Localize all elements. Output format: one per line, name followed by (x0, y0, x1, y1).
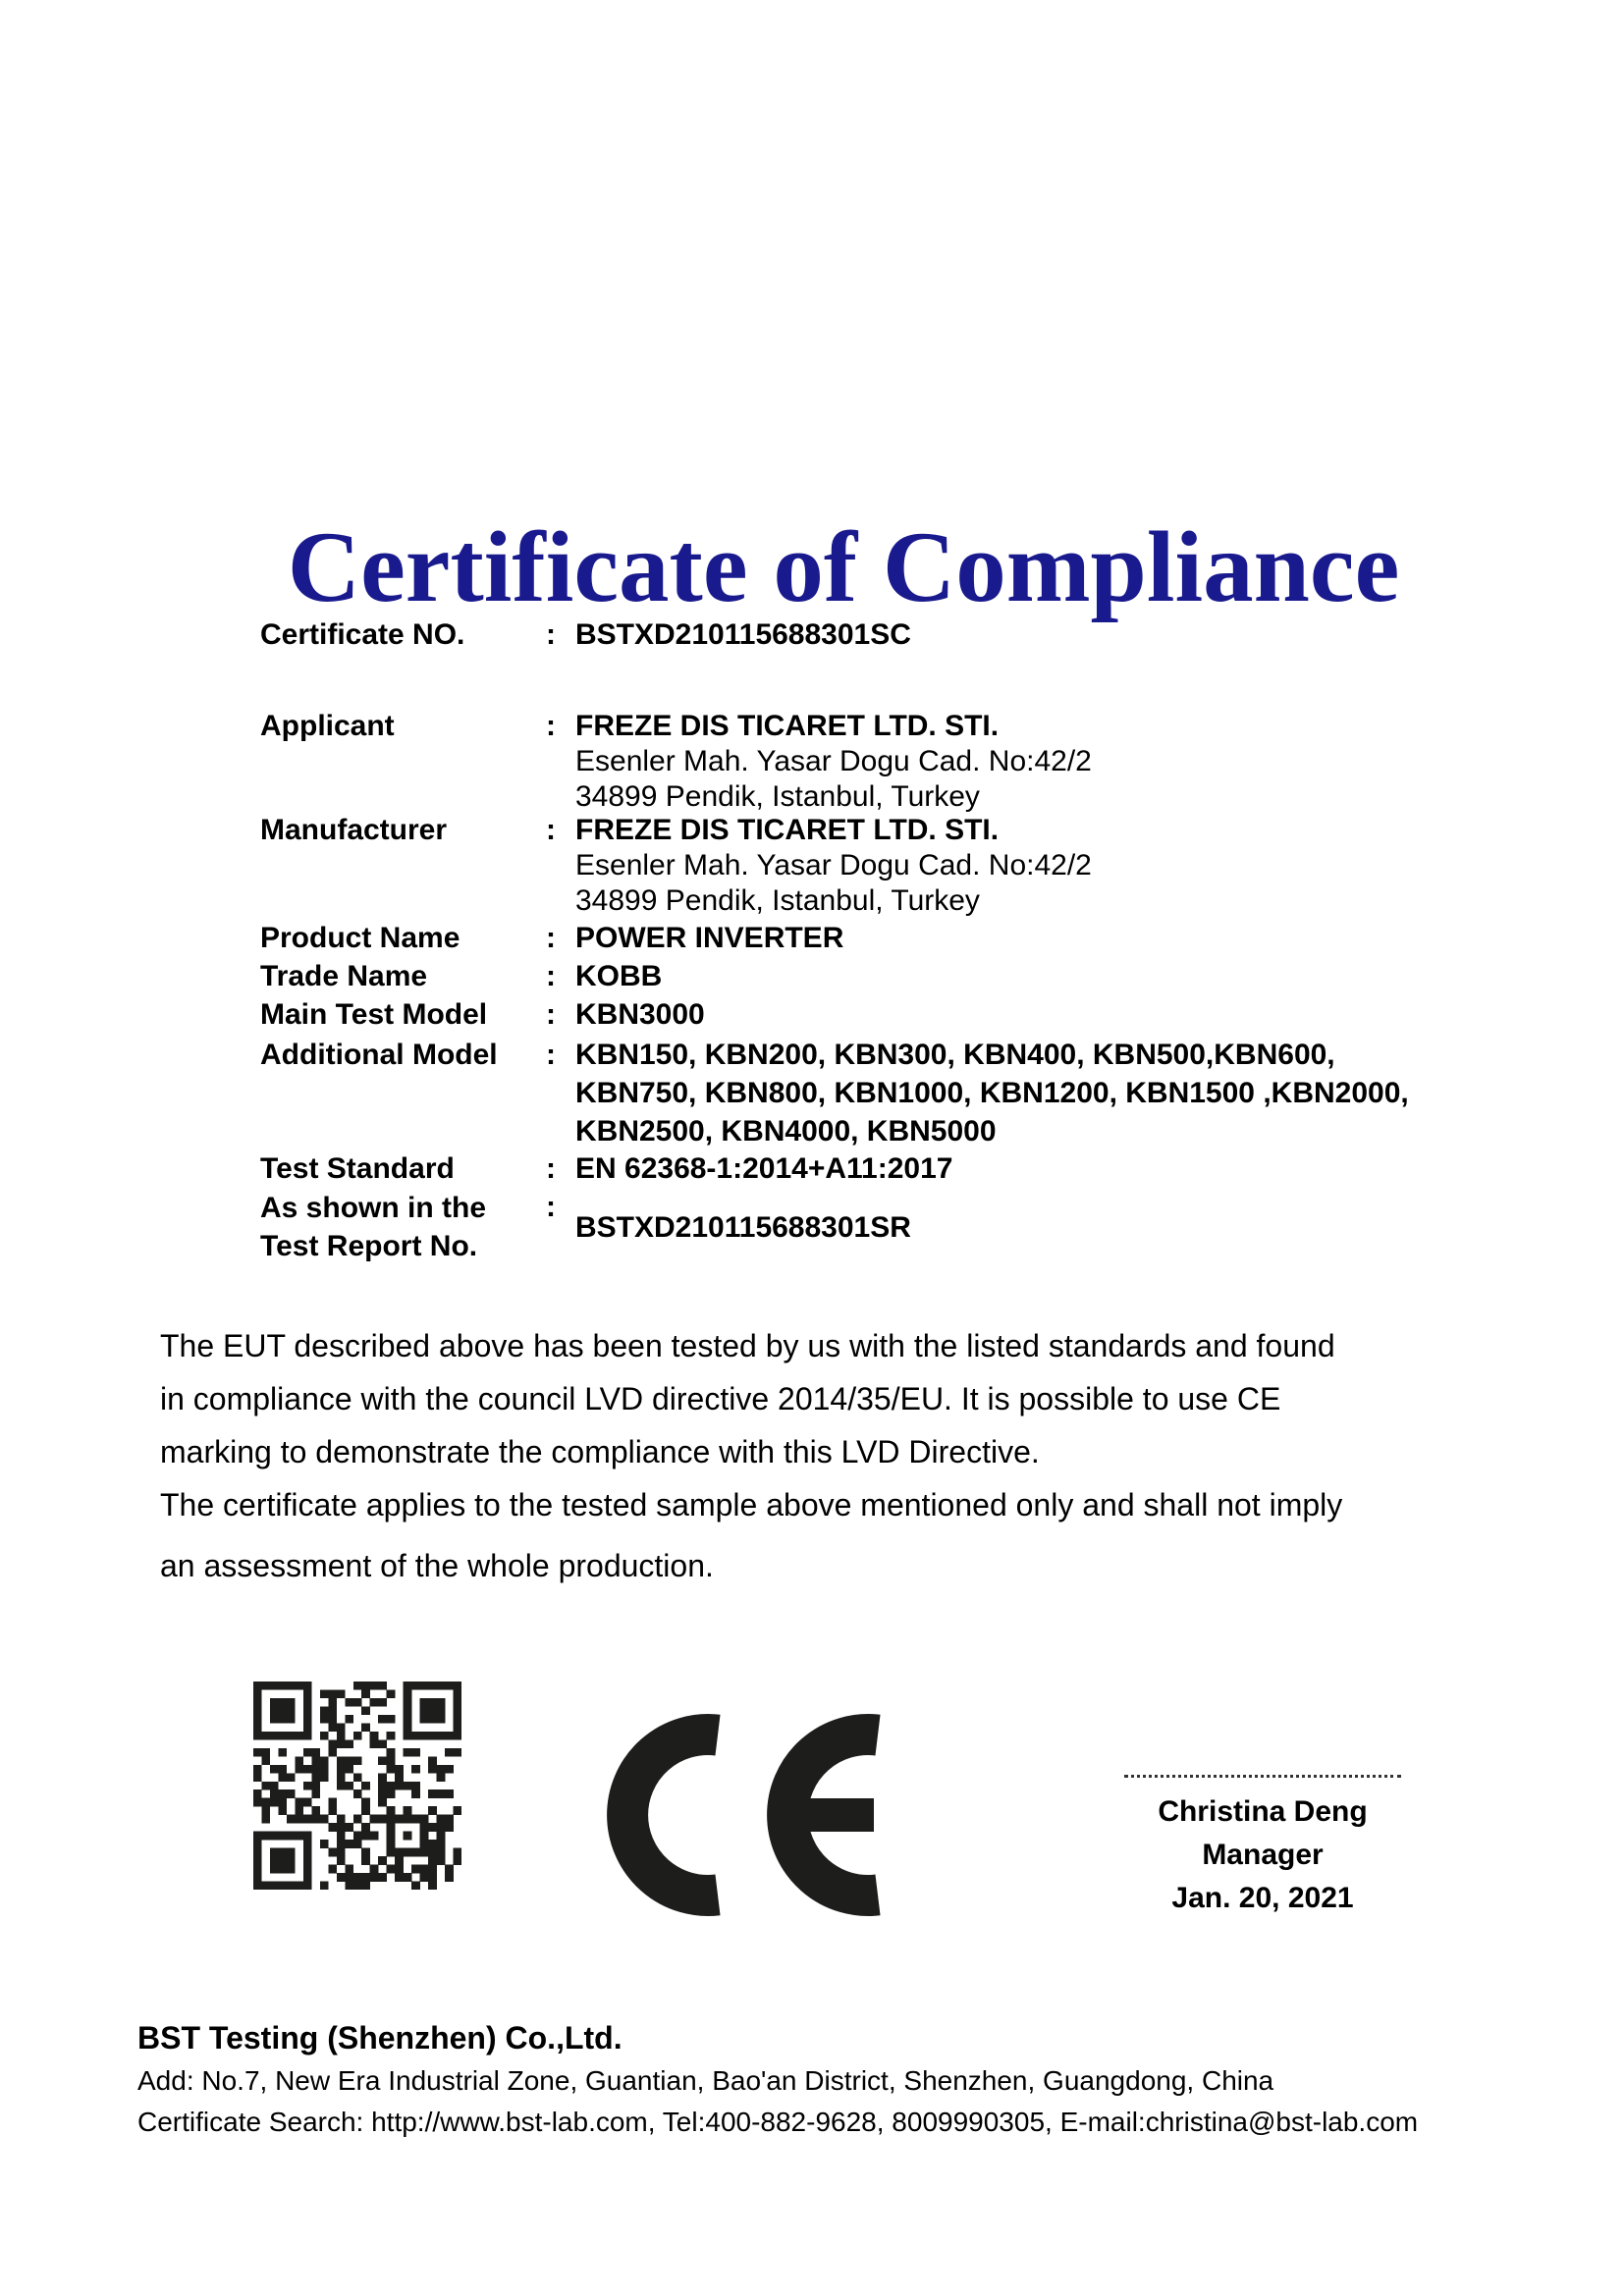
info-row-applicant (260, 709, 1092, 815)
manufacturer-address-line: Esenler Mah. Yasar Dogu Cad. No:42/2 (575, 849, 1092, 881)
colon-separator: : (546, 1152, 556, 1185)
issuer-company-name: BST Testing (Shenzhen) Co.,Ltd. (137, 2020, 623, 2056)
info-row-test-standard (260, 1150, 952, 1187)
statement-line: The EUT described above has been tested by us with the listed standards and found (160, 1328, 1335, 1363)
applicant-name: FREZE DIS TICARET LTD. STI. (575, 710, 1000, 742)
info-row-additional-model (260, 1036, 1409, 1150)
colon-separator: : (546, 998, 556, 1031)
issuer-address: Add: No.7, New Era Industrial Zone, Guantian, Bao'an District, Shenzhen, Guangdong, China (137, 2065, 1274, 2096)
applicant-address-line: Esenler Mah. Yasar Dogu Cad. No:42/2 (575, 745, 1092, 777)
statement-line: an assessment of the whole production. (160, 1548, 714, 1583)
test-report-label-line: Test Report No. (260, 1230, 478, 1262)
signature-block (1115, 1775, 1410, 1920)
test-standard-label: Test Standard (260, 1152, 455, 1185)
manufacturer-name: FREZE DIS TICARET LTD. STI. (575, 814, 1000, 846)
info-row-manufacturer (260, 813, 1092, 919)
info-row-trade-name (260, 958, 662, 994)
statement-line: The certificate applies to the tested sample above mentioned only and shall not imply (160, 1487, 1343, 1522)
compliance-statement (160, 1319, 1488, 1592)
test-report-value: BSTXD210115688301SR (575, 1211, 911, 1244)
product-name-label: Product Name (260, 922, 460, 954)
statement-line: in compliance with the council LVD directive 2014/35/EU. It is possible to use CE (160, 1381, 1281, 1416)
colon-separator: : (546, 710, 556, 742)
info-row-main-test-model (260, 996, 705, 1033)
test-report-label (260, 1189, 546, 1265)
certificate-no-label: Certificate NO. (260, 618, 465, 651)
colon-separator: : (546, 1039, 556, 1071)
ce-mark-icon (589, 1669, 923, 1963)
additional-model-value-block (575, 1036, 1409, 1150)
colon-separator: : (546, 618, 556, 651)
page-title: Certificate of Compliance (287, 511, 1400, 623)
info-row-certificate-no (260, 616, 911, 653)
applicant-label: Applicant (260, 710, 395, 742)
test-report-label-line: As shown in the (260, 1192, 487, 1224)
product-name-value: POWER INVERTER (575, 922, 844, 954)
colon-separator: : (546, 960, 556, 992)
qr-code-icon (253, 1682, 461, 1890)
colon-separator: : (546, 1191, 556, 1223)
additional-model-line: KBN2500, KBN4000, KBN5000 (575, 1115, 997, 1148)
trade-name-value: KOBB (575, 960, 663, 992)
applicant-value-block (575, 709, 1092, 815)
applicant-address-line: 34899 Pendik, Istanbul, Turkey (575, 780, 980, 813)
certificate-search-info: Certificate Search: http://www.bst-lab.com, Tel:400-882-9628, 8009990305, E-mail:christina@bst-lab.com (137, 2107, 1419, 2137)
main-test-model-label: Main Test Model (260, 998, 488, 1031)
signature-dotted-line (1124, 1775, 1401, 1778)
signatory-role: Manager (1202, 1839, 1324, 1871)
additional-model-line: KBN750, KBN800, KBN1000, KBN1200, KBN1500 ,KBN2000, (575, 1077, 1409, 1109)
test-standard-value: EN 62368-1:2014+A11:2017 (575, 1152, 953, 1185)
manufacturer-label: Manufacturer (260, 814, 448, 846)
signatory-name: Christina Deng (1158, 1795, 1368, 1828)
additional-model-line: KBN150, KBN200, KBN300, KBN400, KBN500,KBN600, (575, 1039, 1335, 1071)
info-row-product-name (260, 920, 843, 956)
statement-line: marking to demonstrate the compliance with this LVD Directive. (160, 1434, 1040, 1469)
additional-model-label: Additional Model (260, 1039, 498, 1071)
info-row-test-report (260, 1189, 911, 1265)
manufacturer-value-block (575, 813, 1092, 919)
colon-separator: : (546, 922, 556, 954)
manufacturer-address-line: 34899 Pendik, Istanbul, Turkey (575, 884, 980, 917)
trade-name-label: Trade Name (260, 960, 428, 992)
signature-date: Jan. 20, 2021 (1171, 1882, 1354, 1914)
colon-separator: : (546, 814, 556, 846)
certificate-no-value: BSTXD210115688301SC (575, 618, 911, 651)
main-test-model-value: KBN3000 (575, 998, 705, 1031)
